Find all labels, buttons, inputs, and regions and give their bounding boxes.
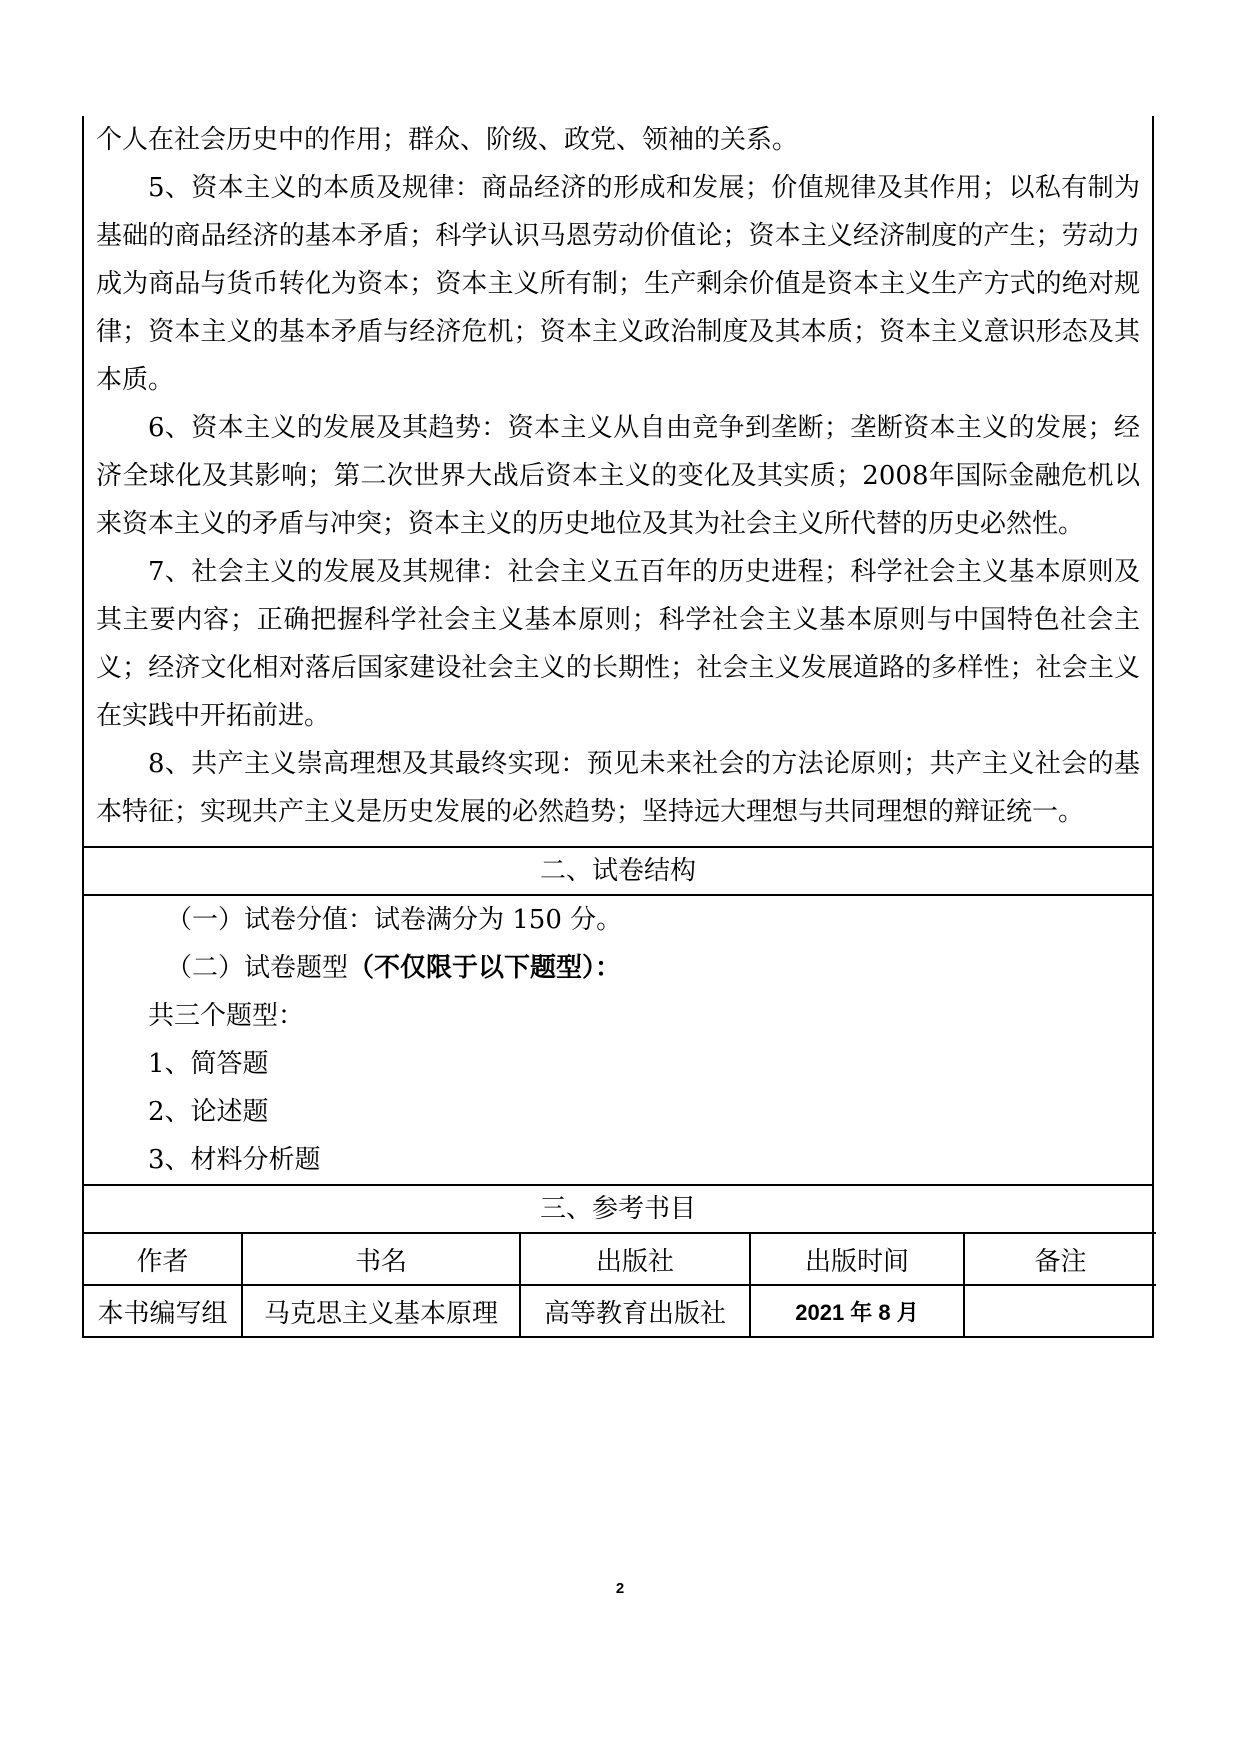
exam-types-label: （二）试卷题型 <box>166 953 349 983</box>
header-author: 作者 <box>84 1233 242 1285</box>
header-date: 出版时间 <box>750 1233 964 1285</box>
exam-type-1: 1、简答题 <box>148 1049 269 1079</box>
exam-types-count: 共三个题型： <box>148 1001 305 1031</box>
content-item-8: 8、共产主义崇高理想及其最终实现：预见未来社会的方法论原则；共产主义社会的基本特征；实现共产主义是历史发展的必然趋势；坚持远大理想与共同理想的辩证统一。 <box>96 749 1140 827</box>
structure-section-title: 二、试卷结构 <box>84 846 1152 894</box>
page-content <box>82 116 1154 1338</box>
exam-types-note: （不仅限于以下题型）： <box>348 953 622 983</box>
references-section-title: 三、参考书目 <box>84 1184 1152 1232</box>
exam-score: （一）试卷分值：试卷满分为 150 分。 <box>166 905 623 935</box>
content-item-5: 5、资本主义的本质及规律：商品经济的形成和发展；价值规律及其作用；以私有制为基础的商品经济的基本矛盾；科学认识马恩劳动价值论；资本主义经济制度的产生；劳动力成为商品与货币转化为资本；资本主义所有制；生产剩余价值是资本主义生产方式的绝对规律；资本主义的基本矛盾与经济危机；资本主义政治制度及其本质；资本主义意识形态及其本质。 <box>96 173 1140 395</box>
content-item-7: 7、社会主义的发展及其规律：社会主义五百年的历史进程；科学社会主义基本原则及其主要内容；正确把握科学社会主义基本原则；科学社会主义基本原则与中国特色社会主义；经济文化相对落后国家建设社会主义的长期性；社会主义发展道路的多样性；社会主义在实践中开拓前进。 <box>96 557 1140 731</box>
structure-section <box>84 894 1152 1184</box>
table-row <box>84 1285 1156 1336</box>
references-table <box>84 1232 1156 1336</box>
cell-book: 马克思主义基本原理 <box>242 1285 520 1336</box>
outline-table <box>82 116 1154 1338</box>
header-publisher: 出版社 <box>520 1233 750 1285</box>
cell-date: 2021 年 8 月 <box>750 1285 964 1336</box>
content-section <box>84 116 1152 846</box>
continued-line: 个人在社会历史中的作用；群众、阶级、政党、领袖的关系。 <box>96 125 799 155</box>
page-number: 2 <box>615 1580 625 1597</box>
cell-note <box>964 1285 1156 1336</box>
exam-types <box>96 944 1140 992</box>
header-note: 备注 <box>964 1233 1156 1285</box>
content-item-6: 6、资本主义的发展及其趋势：资本主义从自由竞争到垄断；垄断资本主义的发展；经济全球化及其影响；第二次世界大战后资本主义的变化及其实质；2008年国际金融危机以来资本主义的矛盾与冲突；资本主义的历史地位及其为社会主义所代替的历史必然性。 <box>96 413 1140 539</box>
exam-type-3: 3、材料分析题 <box>148 1145 321 1175</box>
cell-publisher: 高等教育出版社 <box>520 1285 750 1336</box>
exam-type-2: 2、论述题 <box>148 1097 269 1127</box>
cell-author: 本书编写组 <box>84 1285 242 1336</box>
header-book: 书名 <box>242 1233 520 1285</box>
references-header-row <box>84 1233 1156 1285</box>
